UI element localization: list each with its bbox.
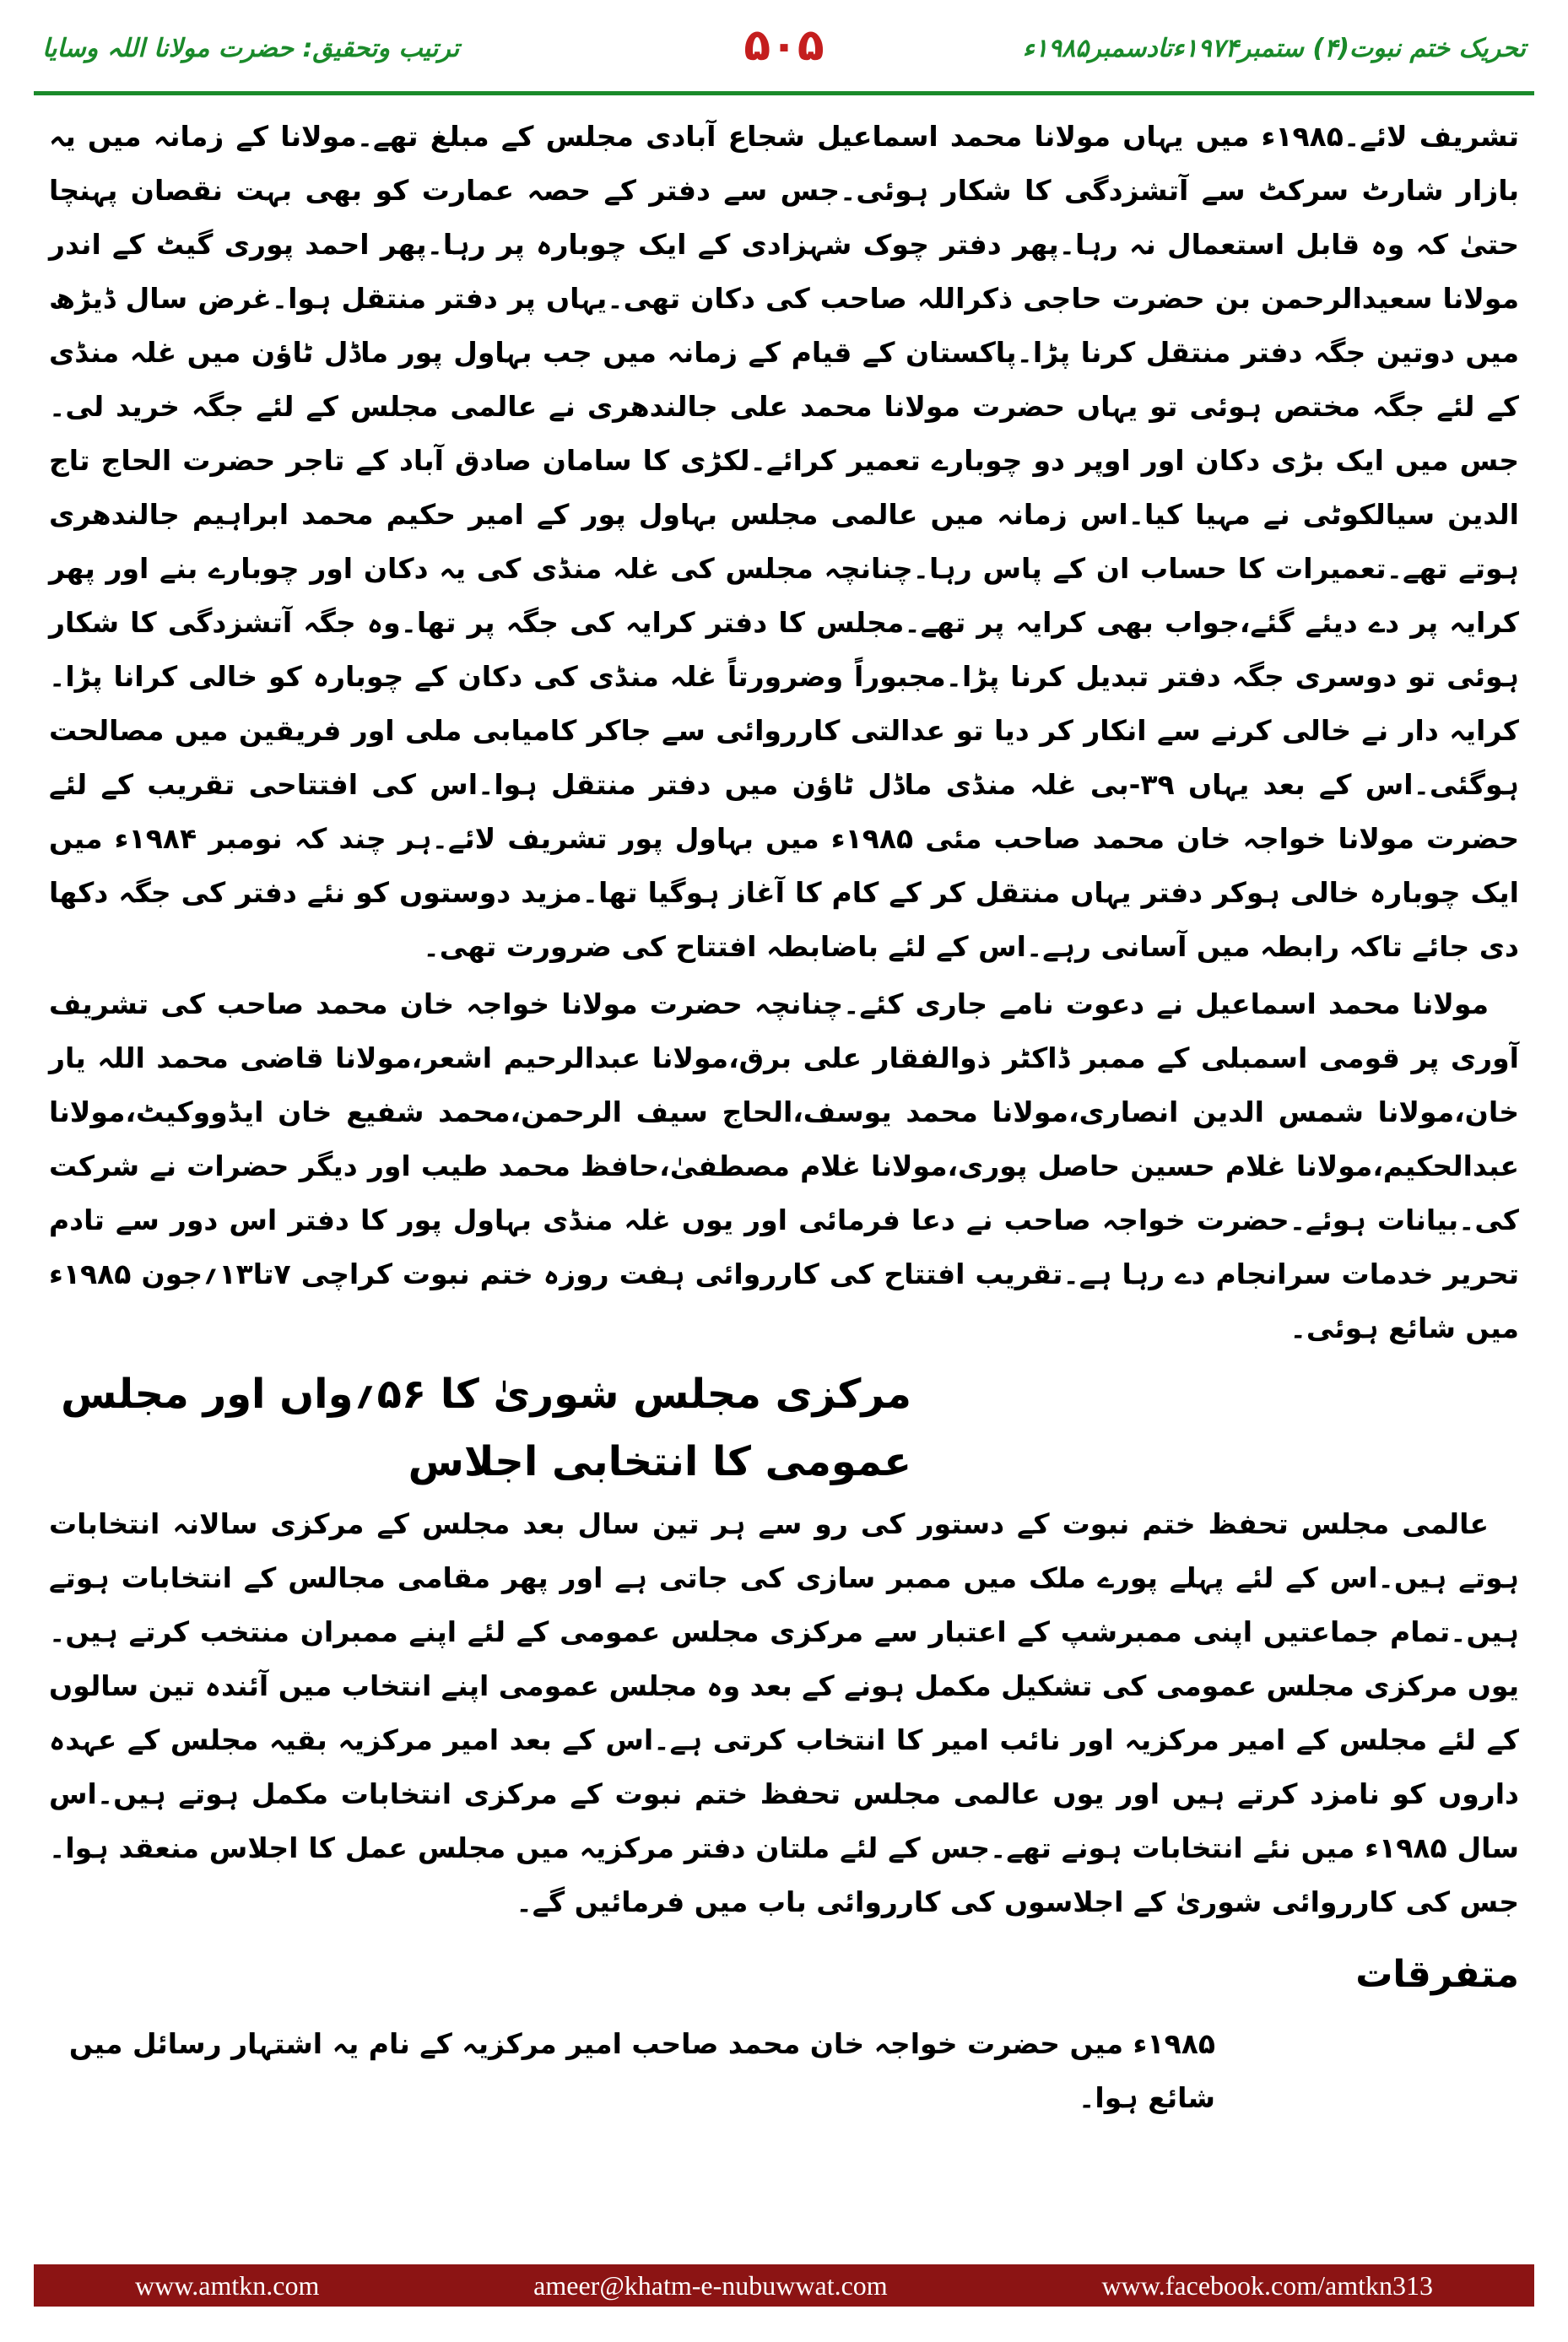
- page-body: [49, 110, 1519, 2224]
- section-heading-miscellaneous: متفرقات: [1355, 1953, 1519, 1996]
- header-book-title: تحریک ختم نبوت(۴) ستمبر۱۹۷۴ءتادسمبر۱۹۸۵ء: [1022, 34, 1526, 63]
- paragraph-advertisement: ۱۹۸۵ء میں حضرت خواجہ خان محمد صاحب امیر مرکزیہ کے نام یہ اشتہار رسائل میں شائع ہوا۔: [68, 2027, 1215, 2114]
- page-footer: [34, 2264, 1534, 2307]
- header-divider: [34, 91, 1534, 95]
- section-heading-shura: مرکزی مجلس شوریٰ کا ۵۶؍واں اور مجلس عمومی کا انتخابی اجلاس: [61, 1371, 911, 1485]
- footer-facebook-link[interactable]: www.facebook.com/amtkn313: [1101, 2269, 1433, 2301]
- paragraph-office-history: تشریف لائے۔۱۹۸۵ء میں یہاں مولانا محمد اسماعیل شجاع آبادی مجلس کے مبلغ تھے۔مولانا کے زمانہ میں یہ بازار شارٹ سرکٹ سے آتشزدگی کا شکار ہوئی۔جس سے دفتر کے حصہ عمارت کو بھی بہت نقصان پہنچا حتیٰ کہ وہ قابل استعمال نہ رہا۔پھر دفتر چوک شہزادی کے ایک چوبارہ پر رہا۔پھر احمد پوری گیٹ کے اندر مولانا سعیدالرحمن بن حضرت حاجی ذکراللہ صاحب کی دکان تھی۔یہاں پر دفتر منتقل ہوا۔غرض سال ڈیڑھ میں دوتین جگہ دفتر منتقل کرنا پڑا۔پاکستان کے قیام کے زمانہ میں جب بہاول پور ماڈل ٹاؤن میں غلہ منڈی کے لئے جگہ مختص ہوئی تو یہاں حضرت مولانا محمد علی جالندھری نے عالمی مجلس کے لئے جگہ خرید لی۔جس میں ایک بڑی دکان اور اوپر دو چوبارے تعمیر کرائے۔لکڑی کا سامان صادق آباد کے تاجر حضرت الحاج تاج الدین سیالکوٹی نے مہیا کیا۔اس زمانہ میں عالمی مجلس بہاول پور کے امیر حکیم محمد ابراہیم جالندھری ہوتے تھے۔تعمیرات کا حساب ان کے پاس رہا۔چنانچہ مجلس کی غلہ منڈی کی یہ دکان اور چوبارے بنے اور پھر کرایہ پر دے دیئے گئے،جواب بھی کرایہ پر تھے۔مجلس کا دفتر کرایہ کی جگہ پر تھا۔وہ جگہ آتشزدگی کا شکار ہوئی تو دوسری جگہ دفتر تبدیل کرنا پڑا۔مجبوراً وضرورتاً غلہ منڈی کی دکان کے چوبارہ کو خالی کرانا پڑا۔کرایہ دار نے خالی کرنے سے انکار کر دیا تو عدالتی کارروائی سے جاکر کامیابی ملی اور فریقین میں مصالحت ہوگئی۔اس کے بعد یہاں ۳۹-بی غلہ منڈی ماڈل ٹاؤن میں دفتر منتقل ہوا۔اس کی افتتاحی تقریب کے لئے حضرت مولانا خواجہ خان محمد صاحب مئی ۱۹۸۵ء میں بہاول پور تشریف لائے۔ہر چند کہ نومبر ۱۹۸۴ء میں ایک چوبارہ خالی ہوکر دفتر یہاں منتقل کر کے کام کا آغاز ہوگیا تھا۔مزید دوستوں کو نئے دفتر کی جگہ دکھا دی جائے تاکہ رابطہ میں آسانی رہے۔اس کے لئے باضابطہ افتتاح کی ضرورت تھی۔: [49, 120, 1519, 963]
- paragraph-elections: عالمی مجلس تحفظ ختم نبوت کے دستور کی رو سے ہر تین سال بعد مجلس کے مرکزی سالانہ انتخابات ہوتے ہیں۔اس کے لئے پہلے پورے ملک میں ممبر سازی کی جاتی ہے اور پھر مقامی مجالس کے انتخابات ہوتے ہیں۔تمام جماعتیں اپنی ممبرشپ کے اعتبار سے مرکزی مجلس عمومی کے لئے اپنے ممبران منتخب کرتے ہیں۔یوں مرکزی مجلس عمومی کی تشکیل مکمل ہونے کے بعد وہ مجلس عمومی اپنے انتخاب میں آئندہ تین سالوں کے لئے مجلس کے امیر مرکزیہ اور نائب امیر کا انتخاب کرتی ہے۔اس کے بعد امیر مرکزیہ بقیہ مجلس کے عہدہ داروں کو نامزد کرتے ہیں اور یوں عالمی مجلس تحفظ ختم نبوت کے مرکزی انتخابات مکمل ہوتے ہیں۔اس سال ۱۹۸۵ء میں نئے انتخابات ہونے تھے۔جس کے لئے ملتان دفتر مرکزیہ میں مجلس عمل کا اجلاس منعقد ہوا۔جس کی کارروائی شوریٰ کے اجلاسوں کی کارروائی باب میں فرمائیں گے۔: [49, 1507, 1519, 1918]
- footer-email-link[interactable]: ameer@khatm-e-nubuwwat.com: [533, 2269, 888, 2301]
- page-header: [34, 15, 1534, 83]
- footer-website-link[interactable]: www.amtkn.com: [135, 2269, 320, 2301]
- header-editor-credit: ترتیب وتحقیق: حضرت مولانا اللہ وسایا: [42, 34, 460, 63]
- paragraph-inauguration: مولانا محمد اسماعیل نے دعوت نامے جاری کئے۔چنانچہ حضرت مولانا خواجہ خان محمد صاحب کی تشریف آوری پر قومی اسمبلی کے ممبر ڈاکٹر ذوالفقار علی برق،مولانا عبدالرحیم اشعر،مولانا قاضی محمد اللہ یار خان،مولانا شمس الدین انصاری،مولانا محمد یوسف،الحاج سیف الرحمن،محمد شفیع خان ایڈووکیٹ،مولانا عبدالحکیم،مولانا غلام حسین حاصل پوری،مولانا غلام مصطفیٰ،حافظ محمد طیب اور دیگر حضرات نے شرکت کی۔بیانات ہوئے۔حضرت خواجہ صاحب نے دعا فرمائی اور یوں غلہ منڈی بہاول پور کا دفتر اس دور سے تادم تحریر خدمات سرانجام دے رہا ہے۔تقریب افتتاح کی کارروائی ہفت روزہ ختم نبوت کراچی ۷تا۱۳؍جون ۱۹۸۵ء میں شائع ہوئی۔: [49, 987, 1519, 1344]
- page-number: ۵۰۵: [743, 20, 825, 71]
